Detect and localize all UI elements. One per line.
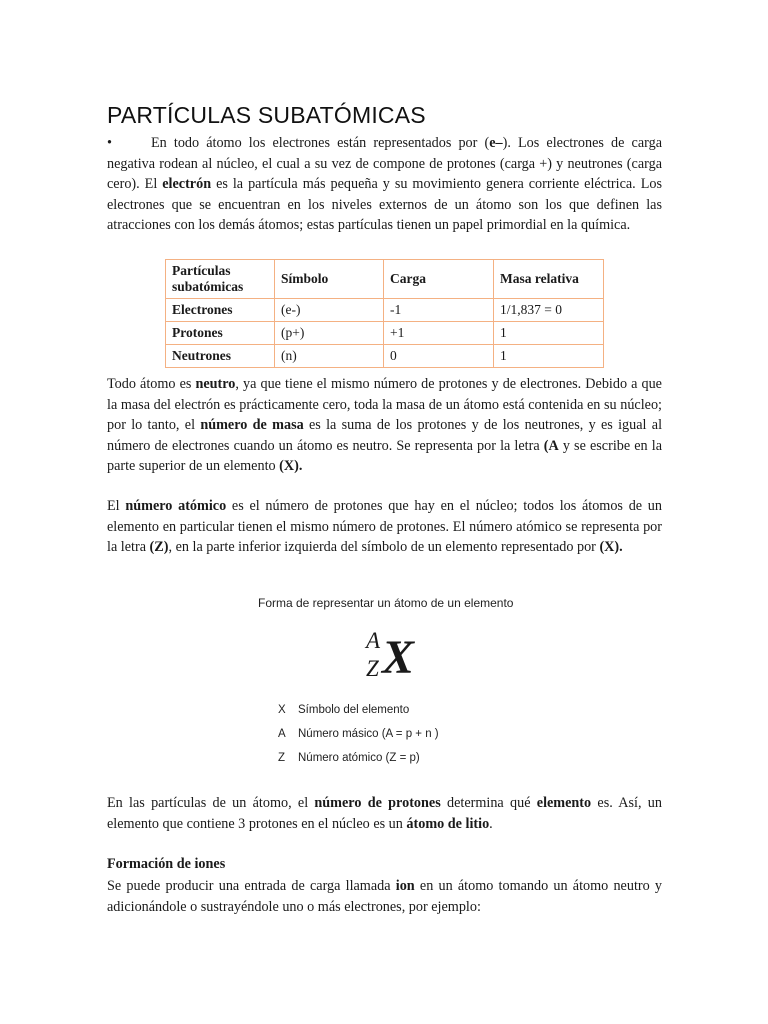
- legend-item: Z Número atómico (Z = p): [278, 752, 420, 764]
- figure-caption: Forma de representar un átomo de un elemento: [258, 596, 514, 610]
- atom-notation: [366, 626, 446, 686]
- bullet-icon: •: [107, 135, 112, 151]
- table-cell: (e-): [275, 299, 384, 322]
- table-cell: (p+): [275, 322, 384, 345]
- protons-paragraph: En las partículas de un átomo, el número de protones determina qué elemento es. Así, un elemento que contiene 3 protones en el núcleo es un átomo de litio.: [107, 795, 662, 832]
- table-header-cell: Carga: [384, 260, 494, 299]
- intro-paragraph: • En todo átomo los electrones están representados por (e–). Los electrones de carga negativa rodean al núcleo, el cual a su vez de compone de protones (carga +) y neutrones (carga cero). El electrón es la partícula más pequeña y su movimiento genera corriente eléctrica. Los electrones que se encuentran en los niveles externos de un átomo son los que definen las atracciones con los demás átomos; estas partículas tienen un papel primordial en la química.: [107, 135, 662, 234]
- table-cell: 0: [384, 345, 494, 368]
- table-cell: Neutrones: [166, 345, 275, 368]
- mass-number-paragraph: Todo átomo es neutro, ya que tiene el mismo número de protones y de electrones. Debido a que la masa del electrón es prácticamente cero, toda la masa de un átomo está contenida en su núcleo; por lo tanto, el número de masa es la suma de los protones y de los neutrones, y es igual al número de electrones cuando un átomo es neutro. Se representa por la letra (A y se escribe en la parte superior de un elemento (X).: [107, 376, 663, 475]
- table-cell: 1/1,837 = 0: [494, 299, 604, 322]
- table-row: [166, 345, 604, 368]
- atomic-number-paragraph: El número atómico es el número de protones que hay en el núcleo; todos los átomos de un elemento en particular tienen el mismo número de protones. El número atómico se representa por la letra (Z), en la parte inferior izquierda del símbolo de un elemento representado por (X).: [107, 498, 662, 556]
- table-cell: Electrones: [166, 299, 275, 322]
- ions-heading: Formación de iones: [107, 856, 226, 872]
- table-header-cell: Partículas subatómicas: [166, 260, 275, 299]
- legend-item: X Símbolo del elemento: [278, 704, 410, 716]
- table-cell: +1: [384, 322, 494, 345]
- table-row: [166, 322, 604, 345]
- table-header-cell: Masa relativa: [494, 260, 604, 299]
- table-cell: Protones: [166, 322, 275, 345]
- element-symbol: X: [382, 631, 415, 684]
- table-cell: (n): [275, 345, 384, 368]
- table-cell: -1: [384, 299, 494, 322]
- mass-number-symbol: A: [366, 628, 381, 653]
- page-title: PARTÍCULAS SUBATÓMICAS: [107, 102, 426, 128]
- atomic-number-symbol: Z: [366, 656, 379, 681]
- table-cell: 1: [494, 345, 604, 368]
- table-header-row: [166, 260, 604, 299]
- table-row: [166, 299, 604, 322]
- ions-paragraph: Se puede producir una entrada de carga llamada ion en un átomo tomando un átomo neutro y adicionándole o sustrayéndole uno o más electrones, por ejemplo:: [107, 878, 662, 915]
- table-header-cell: Símbolo: [275, 260, 384, 299]
- subatomic-particles-table: [165, 259, 604, 368]
- legend-item: A Número másico (A = p + n ): [278, 728, 439, 740]
- table-cell: 1: [494, 322, 604, 345]
